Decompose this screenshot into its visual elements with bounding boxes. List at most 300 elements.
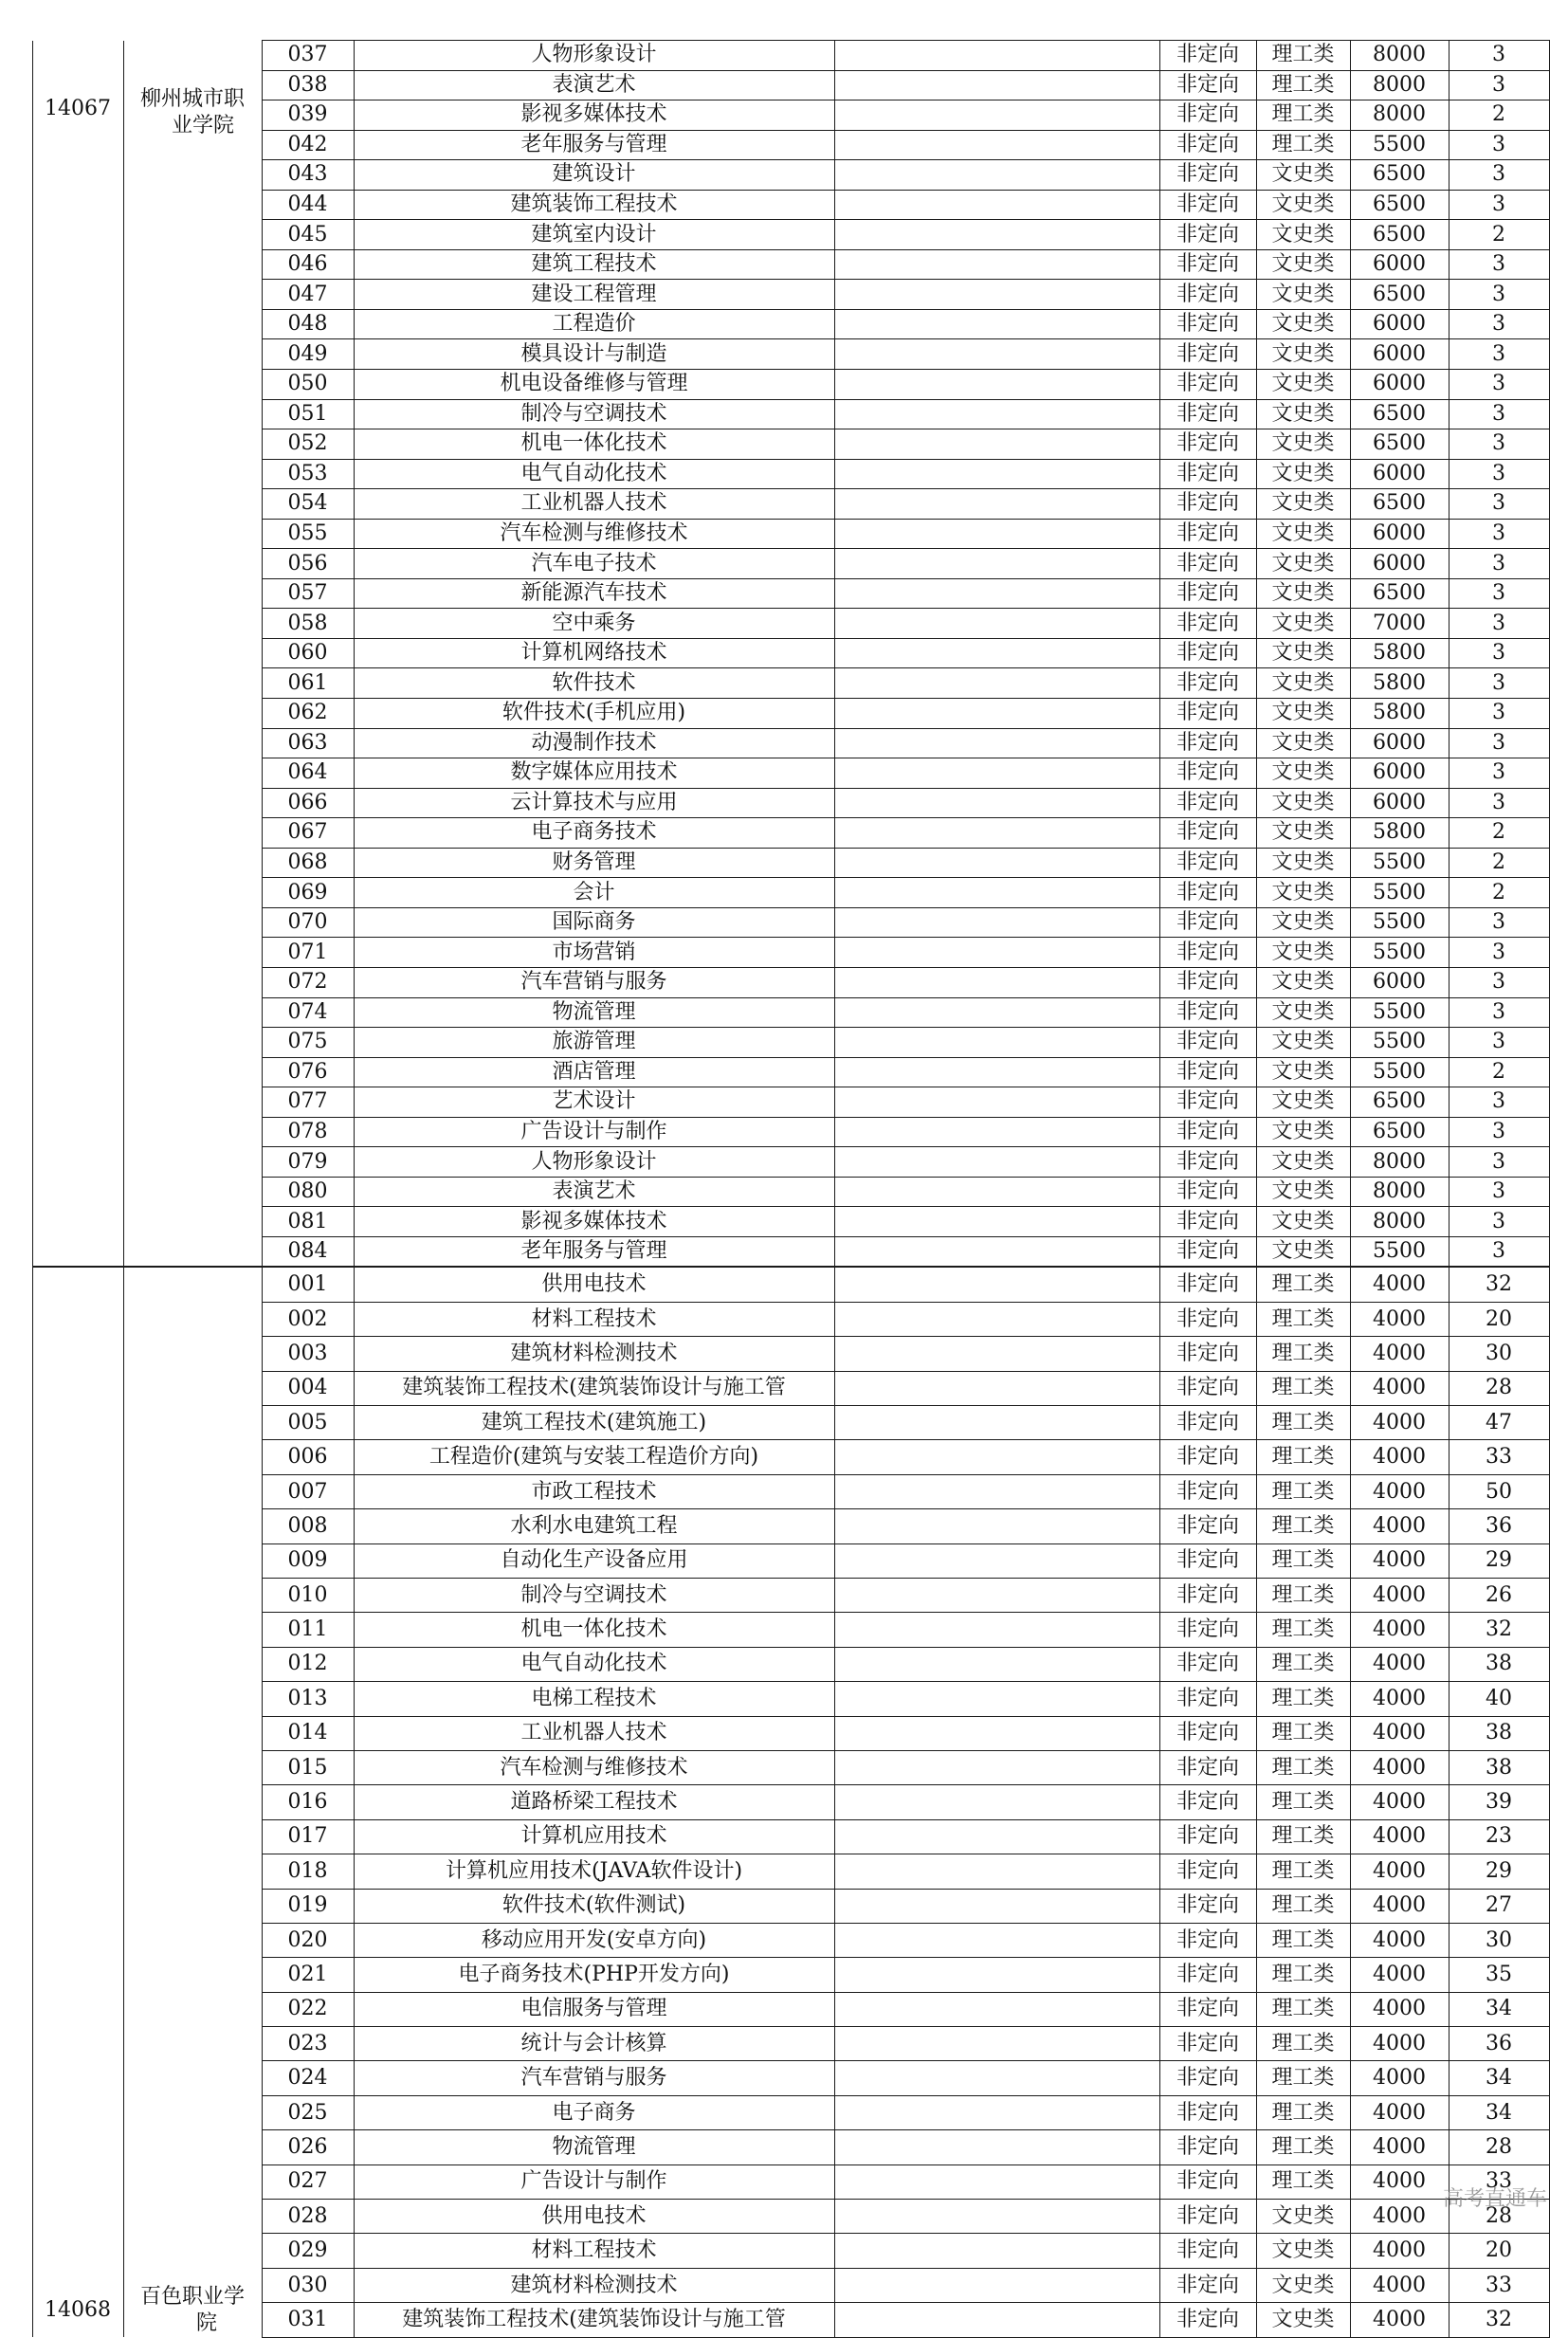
subject-category: 文史类	[1256, 907, 1350, 938]
major-name: 机电一体化技术	[354, 429, 834, 460]
quota: 3	[1449, 130, 1549, 160]
quota: 34	[1449, 2061, 1549, 2095]
quota: 33	[1449, 2164, 1549, 2199]
major-name: 工程造价(建筑与安装工程造价方向)	[354, 1440, 834, 1474]
major-code: 027	[262, 2164, 354, 2199]
major-name: 物流管理	[354, 2130, 834, 2164]
major-code: 038	[262, 70, 354, 100]
remark	[834, 2130, 1159, 2164]
subject-category: 理工类	[1256, 1406, 1350, 1440]
quota: 33	[1449, 2268, 1549, 2302]
quota: 3	[1449, 1087, 1549, 1118]
plan-type: 非定向	[1159, 190, 1256, 220]
remark	[834, 1117, 1159, 1147]
enrollment-table	[32, 40, 1550, 2338]
subject-category: 理工类	[1256, 2027, 1350, 2061]
remark	[834, 967, 1159, 997]
tuition: 8000	[1350, 41, 1449, 71]
plan-type: 非定向	[1159, 1302, 1256, 1336]
school-name-line: 业学院	[171, 113, 234, 137]
plan-type: 非定向	[1159, 668, 1256, 699]
quota: 3	[1449, 1147, 1549, 1178]
major-code: 061	[262, 668, 354, 699]
tuition: 7000	[1350, 609, 1449, 639]
plan-type: 非定向	[1159, 519, 1256, 549]
tuition: 8000	[1350, 70, 1449, 100]
plan-type: 非定向	[1159, 788, 1256, 818]
quota: 3	[1449, 309, 1549, 339]
tuition: 4000	[1350, 1543, 1449, 1578]
remark	[834, 370, 1159, 400]
quota: 3	[1449, 190, 1549, 220]
tuition: 5500	[1350, 130, 1449, 160]
remark	[834, 2234, 1159, 2268]
quota: 28	[1449, 2200, 1549, 2234]
subject-category: 理工类	[1256, 2095, 1350, 2129]
major-name: 建筑材料检测技术	[354, 2268, 834, 2302]
tuition: 4000	[1350, 2027, 1449, 2061]
remark	[834, 100, 1159, 131]
quota: 3	[1449, 370, 1549, 400]
major-code: 001	[262, 1267, 354, 1302]
tuition: 4000	[1350, 1440, 1449, 1474]
plan-type: 非定向	[1159, 609, 1256, 639]
major-code: 024	[262, 2061, 354, 2095]
tuition: 6000	[1350, 309, 1449, 339]
quota: 3	[1449, 339, 1549, 370]
subject-category: 理工类	[1256, 1992, 1350, 2026]
school-name-line: 柳州城市职	[139, 86, 245, 111]
subject-category: 理工类	[1256, 2164, 1350, 2199]
remark	[834, 907, 1159, 938]
quota: 20	[1449, 2234, 1549, 2268]
major-code: 076	[262, 1057, 354, 1087]
tuition: 5800	[1350, 668, 1449, 699]
major-name: 老年服务与管理	[354, 1236, 834, 1267]
quota: 32	[1449, 1613, 1549, 1647]
subject-category: 文史类	[1256, 1236, 1350, 1267]
tuition: 4000	[1350, 2095, 1449, 2129]
remark	[834, 1682, 1159, 1716]
tuition: 5800	[1350, 638, 1449, 668]
quota: 34	[1449, 1992, 1549, 2026]
major-code: 078	[262, 1117, 354, 1147]
remark	[834, 1992, 1159, 2026]
tuition: 6500	[1350, 160, 1449, 191]
quota: 3	[1449, 788, 1549, 818]
major-code: 075	[262, 1028, 354, 1058]
major-code: 026	[262, 2130, 354, 2164]
remark	[834, 1147, 1159, 1178]
tuition: 6000	[1350, 788, 1449, 818]
remark	[834, 489, 1159, 520]
remark	[834, 728, 1159, 758]
remark	[834, 758, 1159, 789]
major-code: 050	[262, 370, 354, 400]
tuition: 4000	[1350, 1371, 1449, 1405]
major-name: 市政工程技术	[354, 1474, 834, 1508]
plan-type: 非定向	[1159, 2268, 1256, 2302]
tuition: 6000	[1350, 370, 1449, 400]
remark	[834, 2095, 1159, 2129]
subject-category: 理工类	[1256, 1647, 1350, 1681]
tuition: 5500	[1350, 907, 1449, 938]
major-name: 移动应用开发(安卓方向)	[354, 1923, 834, 1957]
remark	[834, 848, 1159, 878]
major-name: 建筑工程技术	[354, 249, 834, 280]
remark	[834, 2200, 1159, 2234]
subject-category: 文史类	[1256, 399, 1350, 429]
remark	[834, 578, 1159, 609]
major-code: 052	[262, 429, 354, 460]
quota: 2	[1449, 1057, 1549, 1087]
remark	[834, 519, 1159, 549]
major-code: 067	[262, 818, 354, 849]
quota: 2	[1449, 878, 1549, 908]
major-name: 计算机应用技术(JAVA软件设计)	[354, 1854, 834, 1889]
plan-type: 非定向	[1159, 1267, 1256, 1302]
subject-category: 文史类	[1256, 788, 1350, 818]
quota: 3	[1449, 758, 1549, 789]
major-name: 汽车电子技术	[354, 549, 834, 579]
major-code: 063	[262, 728, 354, 758]
major-name: 人物形象设计	[354, 41, 834, 71]
quota: 3	[1449, 519, 1549, 549]
subject-category: 文史类	[1256, 1117, 1350, 1147]
quota: 3	[1449, 1177, 1549, 1207]
major-code: 014	[262, 1716, 354, 1750]
tuition: 6000	[1350, 758, 1449, 789]
major-code: 070	[262, 907, 354, 938]
school-code: 14068	[45, 2298, 111, 2323]
major-code: 066	[262, 788, 354, 818]
plan-type: 非定向	[1159, 848, 1256, 878]
major-code: 049	[262, 339, 354, 370]
plan-type: 非定向	[1159, 309, 1256, 339]
subject-category: 理工类	[1256, 1613, 1350, 1647]
subject-category: 文史类	[1256, 818, 1350, 849]
plan-type: 非定向	[1159, 1371, 1256, 1405]
major-name: 物流管理	[354, 997, 834, 1028]
major-code: 005	[262, 1406, 354, 1440]
subject-category: 理工类	[1256, 1267, 1350, 1302]
plan-type: 非定向	[1159, 1474, 1256, 1508]
plan-type: 非定向	[1159, 1992, 1256, 2026]
plan-type: 非定向	[1159, 1819, 1256, 1854]
major-name: 电子商务技术(PHP开发方向)	[354, 1958, 834, 1992]
subject-category: 理工类	[1256, 1440, 1350, 1474]
subject-category: 文史类	[1256, 1207, 1350, 1237]
subject-category: 文史类	[1256, 668, 1350, 699]
subject-category: 理工类	[1256, 1302, 1350, 1336]
tuition: 4000	[1350, 1579, 1449, 1613]
remark	[834, 1474, 1159, 1508]
major-name: 建筑设计	[354, 160, 834, 191]
remark	[834, 41, 1159, 71]
major-code: 057	[262, 578, 354, 609]
plan-type: 非定向	[1159, 1579, 1256, 1613]
subject-category: 理工类	[1256, 1785, 1350, 1819]
quota: 3	[1449, 1028, 1549, 1058]
major-code: 054	[262, 489, 354, 520]
major-code: 006	[262, 1440, 354, 1474]
plan-type: 非定向	[1159, 1406, 1256, 1440]
tuition: 5500	[1350, 848, 1449, 878]
major-code: 025	[262, 2095, 354, 2129]
major-name: 模具设计与制造	[354, 339, 834, 370]
tuition: 6500	[1350, 429, 1449, 460]
tuition: 4000	[1350, 1992, 1449, 2026]
plan-type: 非定向	[1159, 1889, 1256, 1923]
tuition: 5800	[1350, 818, 1449, 849]
quota: 30	[1449, 1337, 1549, 1371]
quota: 2	[1449, 818, 1549, 849]
plan-type: 非定向	[1159, 2234, 1256, 2268]
subject-category: 文史类	[1256, 967, 1350, 997]
subject-category: 文史类	[1256, 549, 1350, 579]
subject-category: 文史类	[1256, 699, 1350, 729]
major-code: 043	[262, 160, 354, 191]
tuition: 4000	[1350, 1958, 1449, 1992]
table-row	[32, 41, 1549, 71]
remark	[834, 1028, 1159, 1058]
subject-category: 理工类	[1256, 41, 1350, 71]
major-code: 077	[262, 1087, 354, 1118]
major-code: 058	[262, 609, 354, 639]
subject-category: 文史类	[1256, 190, 1350, 220]
plan-type: 非定向	[1159, 2095, 1256, 2129]
major-name: 老年服务与管理	[354, 130, 834, 160]
tuition: 4000	[1350, 1682, 1449, 1716]
quota: 3	[1449, 249, 1549, 280]
major-code: 081	[262, 1207, 354, 1237]
major-name: 影视多媒体技术	[354, 100, 834, 131]
remark	[834, 788, 1159, 818]
quota: 34	[1449, 2095, 1549, 2129]
major-code: 045	[262, 220, 354, 250]
tuition: 4000	[1350, 1750, 1449, 1784]
subject-category: 理工类	[1256, 130, 1350, 160]
plan-type: 非定向	[1159, 2027, 1256, 2061]
remark	[834, 1958, 1159, 1992]
major-name: 建筑材料检测技术	[354, 1337, 834, 1371]
school-name-line: 百色职业学	[139, 2285, 245, 2310]
major-name: 建筑装饰工程技术(建筑装饰设计与施工管	[354, 1371, 834, 1405]
major-name: 电气自动化技术	[354, 1647, 834, 1681]
plan-type: 非定向	[1159, 758, 1256, 789]
subject-category: 理工类	[1256, 1923, 1350, 1957]
tuition: 4000	[1350, 1613, 1449, 1647]
remark	[834, 429, 1159, 460]
quota: 3	[1449, 967, 1549, 997]
remark	[834, 1785, 1159, 1819]
major-name: 建筑装饰工程技术	[354, 190, 834, 220]
quota: 3	[1449, 1207, 1549, 1237]
quota: 3	[1449, 997, 1549, 1028]
tuition: 8000	[1350, 1177, 1449, 1207]
remark	[834, 818, 1159, 849]
major-name: 空中乘务	[354, 609, 834, 639]
quota: 3	[1449, 41, 1549, 71]
remark	[834, 878, 1159, 908]
quota: 3	[1449, 578, 1549, 609]
major-code: 056	[262, 549, 354, 579]
major-code: 062	[262, 699, 354, 729]
tuition: 6000	[1350, 728, 1449, 758]
remark	[834, 1647, 1159, 1681]
subject-category: 文史类	[1256, 2303, 1350, 2338]
major-name: 供用电技术	[354, 2200, 834, 2234]
plan-type: 非定向	[1159, 489, 1256, 520]
major-name: 电信服务与管理	[354, 1992, 834, 2026]
subject-category: 理工类	[1256, 1716, 1350, 1750]
tuition: 4000	[1350, 2234, 1449, 2268]
tuition: 6500	[1350, 1117, 1449, 1147]
plan-type: 非定向	[1159, 1854, 1256, 1889]
plan-type: 非定向	[1159, 1207, 1256, 1237]
major-name: 财务管理	[354, 848, 834, 878]
tuition: 6000	[1350, 339, 1449, 370]
plan-type: 非定向	[1159, 1543, 1256, 1578]
major-code: 020	[262, 1923, 354, 1957]
major-code: 018	[262, 1854, 354, 1889]
quota: 3	[1449, 1236, 1549, 1267]
major-name: 建筑室内设计	[354, 220, 834, 250]
remark	[834, 2164, 1159, 2199]
plan-type: 非定向	[1159, 1087, 1256, 1118]
plan-type: 非定向	[1159, 1716, 1256, 1750]
tuition: 4000	[1350, 1302, 1449, 1336]
remark	[834, 1750, 1159, 1784]
tuition: 6500	[1350, 578, 1449, 609]
remark	[834, 70, 1159, 100]
tuition: 4000	[1350, 1819, 1449, 1854]
major-name: 工程造价	[354, 309, 834, 339]
subject-category: 文史类	[1256, 728, 1350, 758]
quota: 39	[1449, 1785, 1549, 1819]
quota: 38	[1449, 1716, 1549, 1750]
plan-type: 非定向	[1159, 1147, 1256, 1178]
remark	[834, 1406, 1159, 1440]
major-code: 004	[262, 1371, 354, 1405]
school-name-cell	[123, 1267, 262, 2337]
major-code: 039	[262, 100, 354, 131]
subject-category: 文史类	[1256, 429, 1350, 460]
major-code: 010	[262, 1579, 354, 1613]
remark	[834, 1613, 1159, 1647]
tuition: 4000	[1350, 1854, 1449, 1889]
tuition: 8000	[1350, 1207, 1449, 1237]
remark	[834, 339, 1159, 370]
tuition: 4000	[1350, 1337, 1449, 1371]
plan-type: 非定向	[1159, 578, 1256, 609]
plan-type: 非定向	[1159, 249, 1256, 280]
remark	[834, 249, 1159, 280]
major-code: 044	[262, 190, 354, 220]
quota: 3	[1449, 668, 1549, 699]
major-name: 建筑装饰工程技术(建筑装饰设计与施工管	[354, 2303, 834, 2338]
quota: 2	[1449, 100, 1549, 131]
major-name: 机电设备维修与管理	[354, 370, 834, 400]
major-name: 旅游管理	[354, 1028, 834, 1058]
major-code: 053	[262, 459, 354, 489]
plan-type: 非定向	[1159, 399, 1256, 429]
quota: 3	[1449, 70, 1549, 100]
plan-type: 非定向	[1159, 967, 1256, 997]
major-name: 工业机器人技术	[354, 489, 834, 520]
plan-type: 非定向	[1159, 728, 1256, 758]
subject-category: 文史类	[1256, 220, 1350, 250]
remark	[834, 609, 1159, 639]
school-code: 14067	[45, 96, 111, 120]
subject-category: 理工类	[1256, 1509, 1350, 1543]
major-name: 汽车营销与服务	[354, 2061, 834, 2095]
major-code: 037	[262, 41, 354, 71]
tuition: 5500	[1350, 997, 1449, 1028]
quota: 36	[1449, 1509, 1549, 1543]
tuition: 4000	[1350, 2268, 1449, 2302]
plan-type: 非定向	[1159, 549, 1256, 579]
major-code: 048	[262, 309, 354, 339]
tuition: 4000	[1350, 1474, 1449, 1508]
subject-category: 理工类	[1256, 1889, 1350, 1923]
major-code: 031	[262, 2303, 354, 2338]
tuition: 5500	[1350, 938, 1449, 968]
enrollment-table-body	[32, 41, 1549, 2338]
remark	[834, 1440, 1159, 1474]
quota: 32	[1449, 1267, 1549, 1302]
plan-type: 非定向	[1159, 1509, 1256, 1543]
major-code: 016	[262, 1785, 354, 1819]
remark	[834, 2027, 1159, 2061]
major-code: 055	[262, 519, 354, 549]
subject-category: 文史类	[1256, 2200, 1350, 2234]
major-name: 工业机器人技术	[354, 1716, 834, 1750]
remark	[834, 1057, 1159, 1087]
major-name: 新能源汽车技术	[354, 578, 834, 609]
subject-category: 文史类	[1256, 578, 1350, 609]
subject-category: 理工类	[1256, 1337, 1350, 1371]
major-name: 统计与会计核算	[354, 2027, 834, 2061]
tuition: 5500	[1350, 1236, 1449, 1267]
subject-category: 文史类	[1256, 1087, 1350, 1118]
remark	[834, 459, 1159, 489]
tuition: 6500	[1350, 280, 1449, 310]
major-code: 021	[262, 1958, 354, 1992]
major-code: 051	[262, 399, 354, 429]
subject-category: 文史类	[1256, 758, 1350, 789]
plan-type: 非定向	[1159, 370, 1256, 400]
subject-category: 文史类	[1256, 339, 1350, 370]
major-code: 068	[262, 848, 354, 878]
major-name: 汽车检测与维修技术	[354, 519, 834, 549]
major-code: 003	[262, 1337, 354, 1371]
major-name: 电子商务	[354, 2095, 834, 2129]
tuition: 6500	[1350, 1087, 1449, 1118]
remark	[834, 220, 1159, 250]
remark	[834, 1207, 1159, 1237]
tuition: 5800	[1350, 699, 1449, 729]
plan-type: 非定向	[1159, 100, 1256, 131]
quota: 3	[1449, 609, 1549, 639]
quota: 2	[1449, 220, 1549, 250]
major-code: 023	[262, 2027, 354, 2061]
quota: 29	[1449, 1543, 1549, 1578]
quota: 36	[1449, 2027, 1549, 2061]
tuition: 4000	[1350, 1647, 1449, 1681]
plan-type: 非定向	[1159, 1236, 1256, 1267]
plan-type: 非定向	[1159, 130, 1256, 160]
